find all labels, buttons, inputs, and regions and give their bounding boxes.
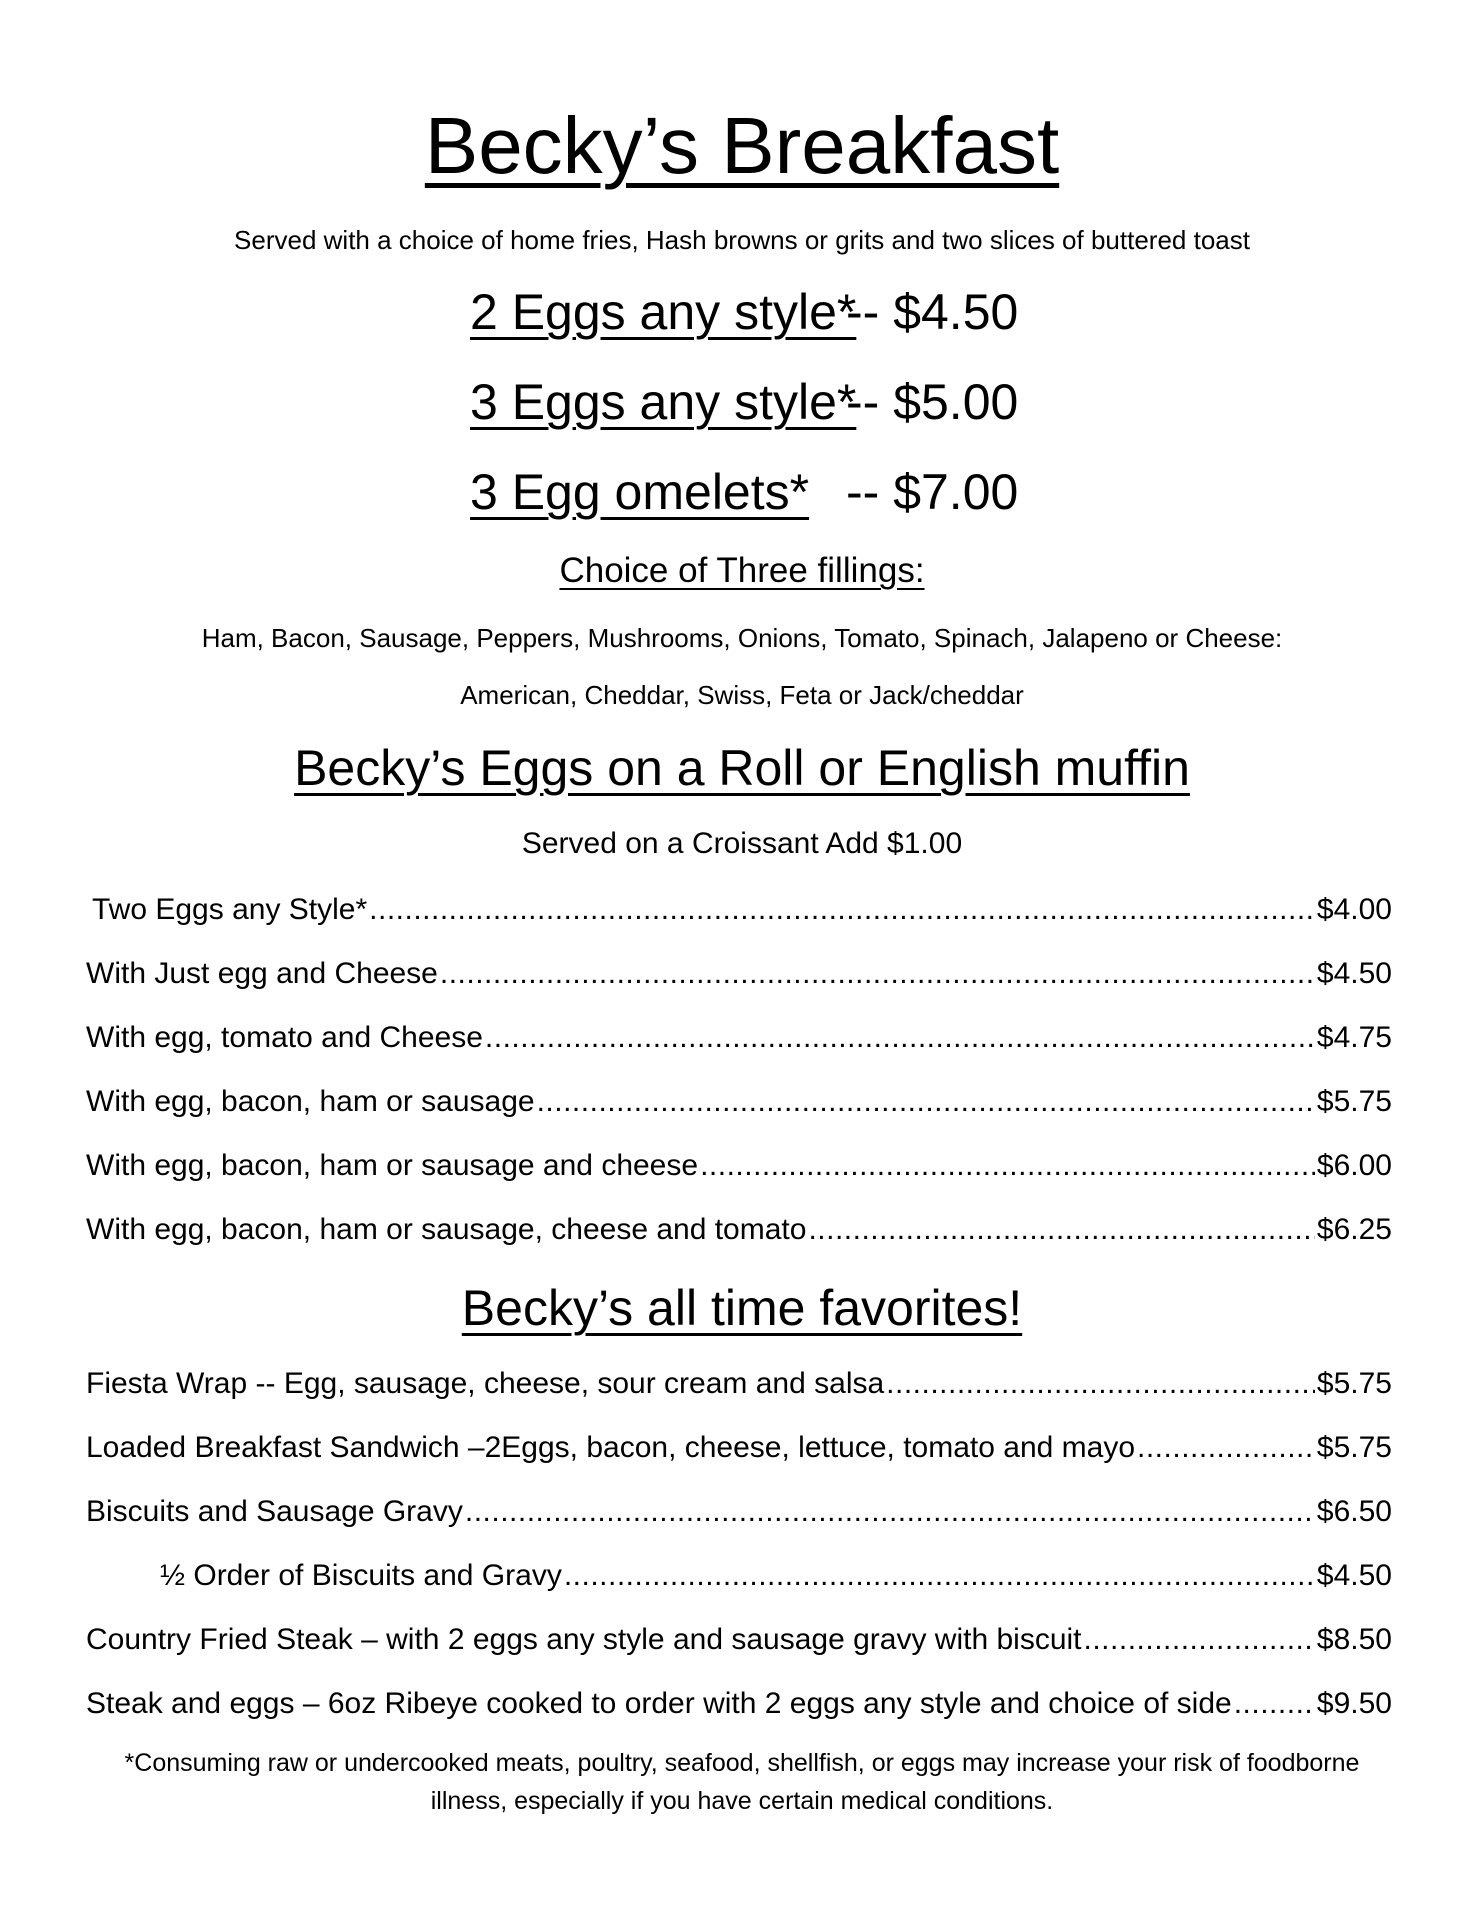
- menu-item: [86, 1364, 1392, 1404]
- menu-item-name: With egg, bacon, ham or sausage and cheese: [86, 1149, 699, 1182]
- menu-item-name: Biscuits and Sausage Gravy: [86, 1495, 463, 1528]
- menu-item-price: $5.75: [1316, 1367, 1392, 1400]
- section-heading-favorites: [0, 1278, 1484, 1338]
- fillings-list: Ham, Bacon, Sausage, Peppers, Mushrooms, Onions, Tomato, Spinach, Jalapeno or Cheese:: [201, 623, 1283, 653]
- dot-leader: [1084, 1620, 1315, 1660]
- menu-item-name: With egg, bacon, ham or sausage, cheese and tomato: [86, 1213, 807, 1246]
- menu-item: [86, 1210, 1392, 1250]
- menu-item-name: Two Eggs any Style*: [92, 893, 368, 926]
- menu-item-name: Steak and eggs – 6oz Ribeye cooked to order with 2 eggs any style and choice of side: [86, 1687, 1232, 1720]
- menu-item-name: Loaded Breakfast Sandwich –2Eggs, bacon, cheese, lettuce, tomato and mayo: [86, 1431, 1136, 1464]
- menu-item: [86, 1146, 1392, 1186]
- egg-item-price: -- $5.00: [846, 374, 1019, 430]
- menu-item-name: With Just egg and Cheese: [86, 957, 438, 990]
- menu-item-price: $5.75: [1316, 1085, 1392, 1118]
- menu-item: [86, 954, 1392, 994]
- dot-leader: [808, 1210, 1314, 1250]
- dot-leader: [564, 1556, 1315, 1596]
- menu-item: [92, 890, 1392, 930]
- menu-item-price: $6.50: [1316, 1495, 1392, 1528]
- menu-item-price: $6.25: [1316, 1213, 1392, 1246]
- menu-item-name: Fiesta Wrap -- Egg, sausage, cheese, sour cream and salsa: [86, 1367, 885, 1400]
- dot-leader: [537, 1082, 1315, 1122]
- dot-leader: [1137, 1428, 1315, 1468]
- menu-item-price: $4.75: [1316, 1021, 1392, 1054]
- egg-item-name: 2 Eggs any style*: [470, 284, 857, 340]
- cheese-list: American, Cheddar, Swiss, Feta or Jack/cheddar: [460, 680, 1024, 710]
- menu-item: [160, 1556, 1392, 1596]
- menu-item: [86, 1492, 1392, 1532]
- menu-item-name: ½ Order of Biscuits and Gravy: [160, 1559, 562, 1592]
- egg-item-price: -- $7.00: [846, 464, 1019, 520]
- egg-item-price: -- $4.50: [846, 284, 1019, 340]
- menu-item: [86, 1428, 1392, 1468]
- menu-item-price: $6.00: [1316, 1149, 1392, 1182]
- menu-item-price: $5.75: [1316, 1431, 1392, 1464]
- menu-item: [86, 1620, 1392, 1660]
- menu-item-price: $4.50: [1316, 957, 1392, 990]
- menu-item: [86, 1018, 1392, 1058]
- breakfast-subtitle: Served with a choice of home fries, Hash browns or grits and two slices of buttered toast: [234, 225, 1250, 255]
- section-heading-text: Becky’s Eggs on a Roll or English muffin: [294, 740, 1190, 796]
- fillings-heading-text: Choice of Three fillings:: [559, 551, 925, 590]
- egg-price-line: [470, 462, 1019, 522]
- food-safety-disclaimer: *Consuming raw or undercooked meats, poultry, seafood, shellfish, or eggs may increase your risk of foodborne illness, especially if you have certain medical conditions.: [124, 1749, 1360, 1815]
- croissant-note: Served on a Croissant Add $1.00: [521, 827, 963, 860]
- page-title-text: Becky’s Breakfast: [424, 101, 1060, 190]
- menu-item: [86, 1684, 1392, 1724]
- menu-item-price: $9.50: [1316, 1687, 1392, 1720]
- menu-item-price: $8.50: [1316, 1623, 1392, 1656]
- section-heading-text: Becky’s all time favorites!: [461, 1280, 1023, 1336]
- fillings-heading: [0, 550, 1484, 592]
- menu-item-name: With egg, tomato and Cheese: [86, 1021, 483, 1054]
- dot-leader: [440, 954, 1315, 994]
- menu-item-name: Country Fried Steak – with 2 eggs any style and sausage gravy with biscuit: [86, 1623, 1082, 1656]
- page-title: [0, 98, 1484, 194]
- dot-leader: [369, 890, 1315, 930]
- egg-price-line: [470, 372, 1019, 432]
- menu-item-price: $4.00: [1316, 893, 1392, 926]
- dot-leader: [465, 1492, 1315, 1532]
- dot-leader: [700, 1146, 1315, 1186]
- dot-leader: [1234, 1684, 1315, 1724]
- menu-item: [86, 1082, 1392, 1122]
- dot-leader: [485, 1018, 1315, 1058]
- egg-item-name: 3 Eggs any style*: [470, 374, 857, 430]
- menu-item-price: $4.50: [1316, 1559, 1392, 1592]
- egg-price-line: [470, 282, 1019, 342]
- egg-item-name: 3 Egg omelets*: [470, 464, 810, 520]
- section-heading-roll: [0, 738, 1484, 798]
- dot-leader: [886, 1364, 1315, 1404]
- menu-item-name: With egg, bacon, ham or sausage: [86, 1085, 535, 1118]
